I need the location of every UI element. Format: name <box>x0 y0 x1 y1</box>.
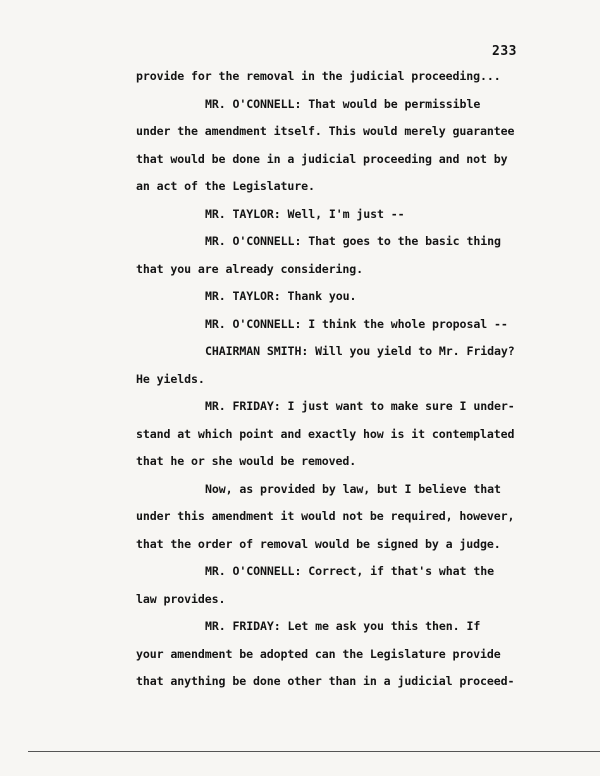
transcript-line: stand at which point and exactly how is it contemplated <box>136 426 515 441</box>
transcript-line: MR. O'CONNELL: I think the whole proposal -- <box>205 316 508 331</box>
transcript-line: that you are already considering. <box>136 261 364 276</box>
transcript-line: CHAIRMAN SMITH: Will you yield to Mr. Friday? <box>205 344 515 358</box>
transcript-line: under the amendment itself. This would merely guarantee <box>136 124 515 138</box>
transcript-line: that the order of removal would be signed by a judge. <box>136 536 501 551</box>
transcript-line: He yields. <box>136 371 205 386</box>
transcript-line: your amendment be adopted can the Legislature provide <box>136 646 501 661</box>
transcript-line: Now, as provided by law, but I believe that <box>205 481 501 496</box>
page-number: 233 <box>492 44 517 59</box>
transcript-line: MR. FRIDAY: I just want to make sure I under- <box>205 399 515 413</box>
transcript-line: MR. O'CONNELL: That would be permissible <box>205 96 481 111</box>
transcript-body <box>136 63 556 696</box>
transcript-line: that anything be done other than in a judicial proceed- <box>136 674 515 688</box>
transcript-line: that would be done in a judicial proceeding and not by <box>136 151 508 166</box>
transcript-line: MR. FRIDAY: Let me ask you this then. If <box>205 619 481 633</box>
footer-rule <box>28 751 600 752</box>
transcript-line: that he or she would be removed. <box>136 454 357 468</box>
transcript-line: MR. TAYLOR: Well, I'm just -- <box>205 206 405 221</box>
transcript-line: an act of the Legislature. <box>136 179 315 193</box>
transcript-line: MR. O'CONNELL: That goes to the basic thing <box>205 234 501 248</box>
transcript-line: law provides. <box>136 591 226 606</box>
transcript-line: provide for the removal in the judicial proceeding... <box>136 69 501 83</box>
transcript-line: MR. O'CONNELL: Correct, if that's what the <box>205 564 494 578</box>
transcript-line: under this amendment it would not be required, however, <box>136 509 515 523</box>
transcript-line: MR. TAYLOR: Thank you. <box>205 289 357 303</box>
